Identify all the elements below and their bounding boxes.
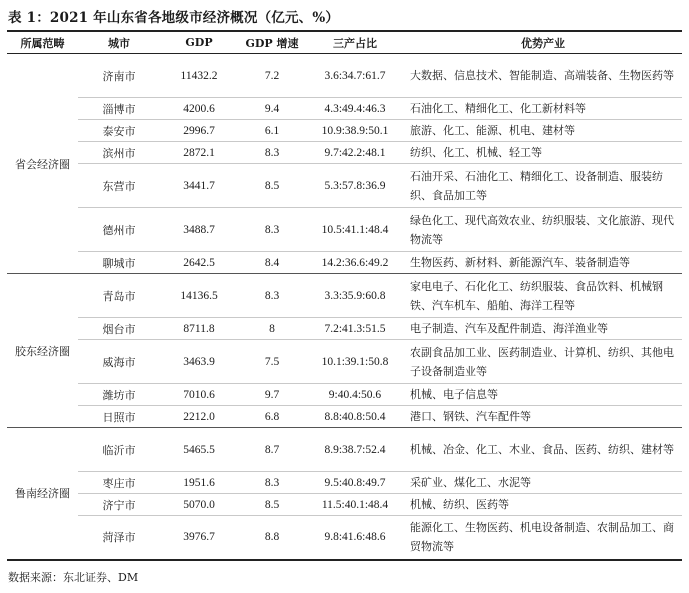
industry-ratio-cell: 7.2:41.3:51.5 (306, 318, 404, 340)
gdp-growth-cell: 8 (238, 318, 306, 340)
advantage-industry-cell: 采矿业、煤化工、水泥等 (404, 472, 682, 494)
advantage-industry-cell: 农副食品加工业、医药制造业、计算机、纺织、其他电子设备制造业等 (404, 340, 682, 384)
gdp-cell: 5070.0 (160, 494, 238, 516)
industry-ratio-cell: 9.8:41.6:48.6 (306, 516, 404, 560)
advantage-industry-cell: 能源化工、生物医药、机电设备制造、农制品加工、商贸物流等 (404, 516, 682, 560)
economy-table (7, 30, 682, 561)
city-cell: 济南市 (78, 54, 160, 98)
city-cell: 泰安市 (78, 120, 160, 142)
table-row (7, 54, 682, 98)
header-row (7, 31, 682, 54)
header-industry-ratio: 三产占比 (306, 31, 404, 54)
table-row (7, 472, 682, 494)
gdp-cell: 11432.2 (160, 54, 238, 98)
advantage-industry-cell: 机械、纺织、医药等 (404, 494, 682, 516)
gdp-growth-cell: 9.7 (238, 384, 306, 406)
table-body (7, 54, 682, 560)
industry-ratio-cell: 3.6:34.7:61.7 (306, 54, 404, 98)
region-cell: 鲁南经济圈 (7, 428, 78, 560)
advantage-industry-cell: 纺织、化工、机械、轻工等 (404, 142, 682, 164)
table-row (7, 274, 682, 318)
gdp-cell: 2642.5 (160, 252, 238, 274)
gdp-cell: 5465.5 (160, 428, 238, 472)
header-gdp: GDP (160, 31, 238, 54)
advantage-industry-cell: 绿色化工、现代高效农业、纺织服装、文化旅游、现代物流等 (404, 208, 682, 252)
gdp-growth-cell: 8.3 (238, 142, 306, 164)
city-cell: 德州市 (78, 208, 160, 252)
gdp-growth-cell: 6.1 (238, 120, 306, 142)
region-cell: 省会经济圈 (7, 54, 78, 274)
city-cell: 东营市 (78, 164, 160, 208)
table-row (7, 318, 682, 340)
gdp-growth-cell: 8.3 (238, 472, 306, 494)
gdp-cell: 1951.6 (160, 472, 238, 494)
gdp-cell: 4200.6 (160, 98, 238, 120)
city-cell: 聊城市 (78, 252, 160, 274)
table-row (7, 406, 682, 428)
gdp-growth-cell: 7.5 (238, 340, 306, 384)
gdp-cell: 14136.5 (160, 274, 238, 318)
industry-ratio-cell: 8.9:38.7:52.4 (306, 428, 404, 472)
industry-ratio-cell: 5.3:57.8:36.9 (306, 164, 404, 208)
table-row (7, 428, 682, 472)
city-cell: 潍坊市 (78, 384, 160, 406)
industry-ratio-cell: 10.5:41.1:48.4 (306, 208, 404, 252)
gdp-cell: 2212.0 (160, 406, 238, 428)
city-cell: 济宁市 (78, 494, 160, 516)
advantage-industry-cell: 大数据、信息技术、智能制造、高端装备、生物医药等 (404, 54, 682, 98)
gdp-cell: 7010.6 (160, 384, 238, 406)
gdp-growth-cell: 6.8 (238, 406, 306, 428)
city-cell: 菏泽市 (78, 516, 160, 560)
advantage-industry-cell: 机械、电子信息等 (404, 384, 682, 406)
gdp-cell: 3441.7 (160, 164, 238, 208)
industry-ratio-cell: 9:40.4:50.6 (306, 384, 404, 406)
table-row (7, 98, 682, 120)
industry-ratio-cell: 3.3:35.9:60.8 (306, 274, 404, 318)
advantage-industry-cell: 家电电子、石化化工、纺织服装、食品饮料、机械钢铁、汽车机车、船舶、海洋工程等 (404, 274, 682, 318)
industry-ratio-cell: 10.9:38.9:50.1 (306, 120, 404, 142)
header-advantage-industry: 优势产业 (404, 31, 682, 54)
city-cell: 淄博市 (78, 98, 160, 120)
table-title: 表 1：2021 年山东省各地级市经济概况（亿元、%） (8, 10, 340, 26)
city-cell: 枣庄市 (78, 472, 160, 494)
gdp-growth-cell: 8.3 (238, 208, 306, 252)
advantage-industry-cell: 石油开采、石油化工、精细化工、设备制造、服装纺织、食品加工等 (404, 164, 682, 208)
industry-ratio-cell: 9.5:40.8:49.7 (306, 472, 404, 494)
advantage-industry-cell: 机械、冶金、化工、木业、食品、医药、纺织、建材等 (404, 428, 682, 472)
advantage-industry-cell: 旅游、化工、能源、机电、建材等 (404, 120, 682, 142)
table-row (7, 494, 682, 516)
industry-ratio-cell: 9.7:42.2:48.1 (306, 142, 404, 164)
city-cell: 滨州市 (78, 142, 160, 164)
gdp-growth-cell: 9.4 (238, 98, 306, 120)
table-row (7, 340, 682, 384)
table-row (7, 516, 682, 560)
industry-ratio-cell: 11.5:40.1:48.4 (306, 494, 404, 516)
city-cell: 日照市 (78, 406, 160, 428)
table-row (7, 142, 682, 164)
header-gdp-growth: GDP 增速 (238, 31, 306, 54)
gdp-growth-cell: 8.3 (238, 274, 306, 318)
data-source: 数据来源：东北证券、DM (8, 571, 139, 584)
gdp-growth-cell: 8.5 (238, 494, 306, 516)
city-cell: 临沂市 (78, 428, 160, 472)
city-cell: 烟台市 (78, 318, 160, 340)
table-row (7, 164, 682, 208)
header-city: 城市 (78, 31, 160, 54)
city-cell: 青岛市 (78, 274, 160, 318)
gdp-cell: 3463.9 (160, 340, 238, 384)
gdp-growth-cell: 8.5 (238, 164, 306, 208)
industry-ratio-cell: 8.8:40.8:50.4 (306, 406, 404, 428)
header-region: 所属范畴 (7, 31, 78, 54)
advantage-industry-cell: 电子制造、汽车及配件制造、海洋渔业等 (404, 318, 682, 340)
industry-ratio-cell: 4.3:49.4:46.3 (306, 98, 404, 120)
gdp-growth-cell: 8.8 (238, 516, 306, 560)
advantage-industry-cell: 石油化工、精细化工、化工新材料等 (404, 98, 682, 120)
industry-ratio-cell: 14.2:36.6:49.2 (306, 252, 404, 274)
industry-ratio-cell: 10.1:39.1:50.8 (306, 340, 404, 384)
advantage-industry-cell: 生物医药、新材料、新能源汽车、装备制造等 (404, 252, 682, 274)
gdp-growth-cell: 7.2 (238, 54, 306, 98)
gdp-growth-cell: 8.7 (238, 428, 306, 472)
table-row (7, 384, 682, 406)
table-row (7, 120, 682, 142)
city-cell: 威海市 (78, 340, 160, 384)
gdp-growth-cell: 8.4 (238, 252, 306, 274)
advantage-industry-cell: 港口、钢铁、汽车配件等 (404, 406, 682, 428)
gdp-cell: 3488.7 (160, 208, 238, 252)
gdp-cell: 8711.8 (160, 318, 238, 340)
region-cell: 胶东经济圈 (7, 274, 78, 428)
table-row (7, 252, 682, 274)
table-row (7, 208, 682, 252)
gdp-cell: 3976.7 (160, 516, 238, 560)
gdp-cell: 2872.1 (160, 142, 238, 164)
gdp-cell: 2996.7 (160, 120, 238, 142)
